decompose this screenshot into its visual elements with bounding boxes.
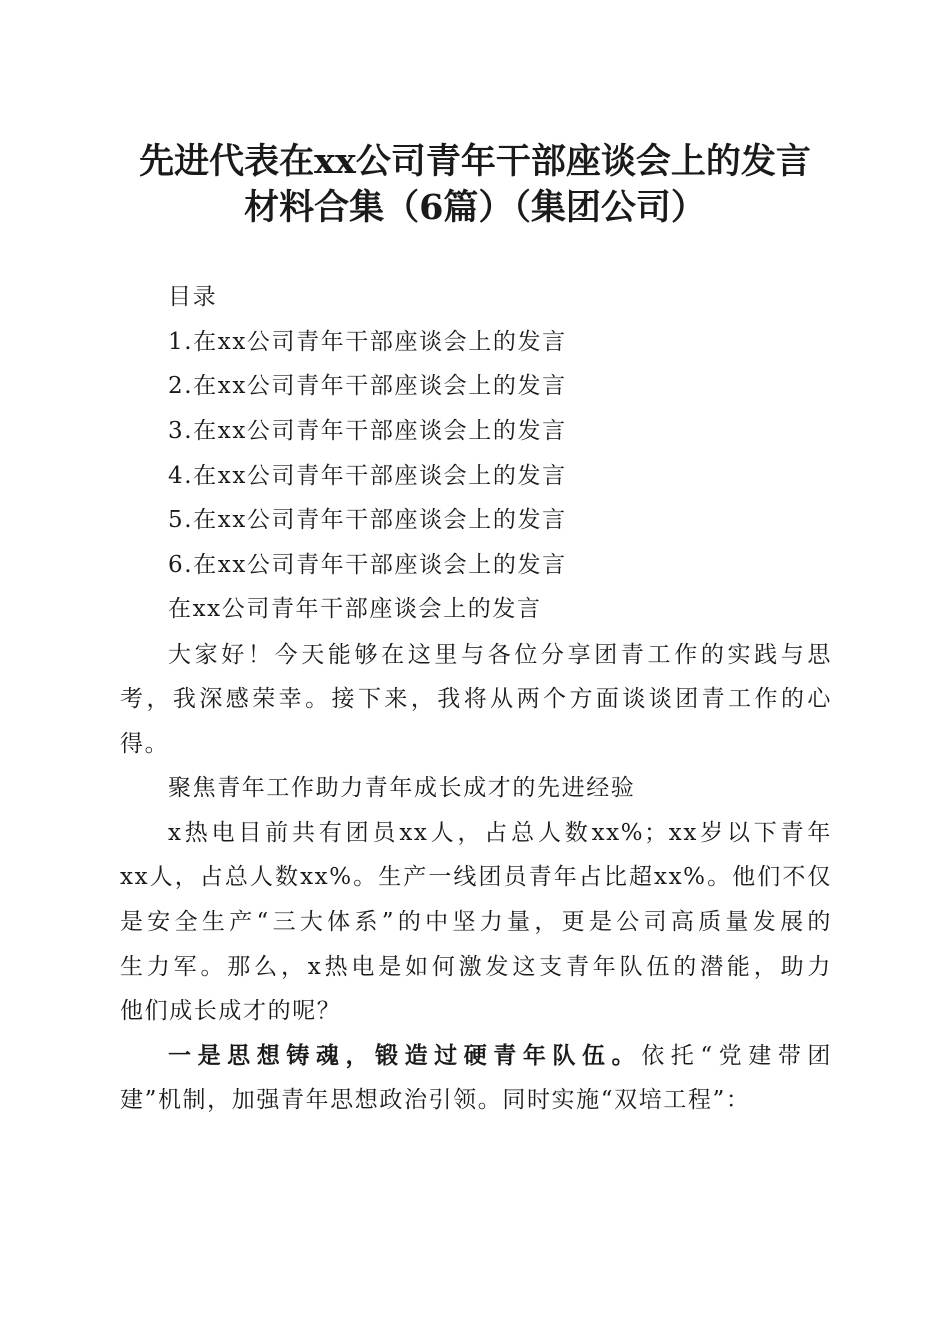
toc-item: 5.在xx公司青年干部座谈会上的发言 xyxy=(168,507,567,533)
paragraph-line: 是安全生产“三大体系”的中坚力量，更是公司高质量发展的 xyxy=(120,909,832,935)
paragraph-line: 他们成长成才的呢？ xyxy=(120,998,342,1024)
paragraph-line: 建”机制，加强青年思想政治引领。同时实施“双培工程”： xyxy=(120,1087,751,1113)
toc-item: 1.在xx公司青年干部座谈会上的发言 xyxy=(168,329,567,355)
toc-item: 6.在xx公司青年干部座谈会上的发言 xyxy=(168,552,567,578)
document-title-line2: 材料合集（6篇）（集团公司） xyxy=(244,187,706,228)
paragraph-line-mixed xyxy=(168,1041,832,1071)
toc-item: 4.在xx公司青年干部座谈会上的发言 xyxy=(168,463,567,489)
toc-heading: 目录 xyxy=(168,284,218,310)
paragraph-text: 依托“党建带团 xyxy=(641,1043,832,1069)
toc-item: 2.在xx公司青年干部座谈会上的发言 xyxy=(168,373,567,399)
section-title: 在xx公司青年干部座谈会上的发言 xyxy=(168,596,542,622)
bold-lead: 一是思想铸魂，锻造过硬青年队伍。 xyxy=(168,1042,642,1069)
subheading: 聚焦青年工作助力青年成长成才的先进经验 xyxy=(168,775,636,801)
paragraph-line: x热电目前共有团员xx人，占总人数xx%；xx岁以下青年 xyxy=(168,820,832,846)
paragraph-line: xx人，占总人数xx%。生产一线团员青年占比超xx%。他们不仅 xyxy=(120,864,832,890)
paragraph-line: 生力军。那么，x热电是如何激发这支青年队伍的潜能，助力 xyxy=(120,954,832,980)
paragraph-line: 考，我深感荣幸。接下来，我将从两个方面谈谈团青工作的心 xyxy=(120,686,832,712)
paragraph-line: 得。 xyxy=(120,731,170,757)
toc-item: 3.在xx公司青年干部座谈会上的发言 xyxy=(168,418,567,444)
document-title-line1: 先进代表在xx公司青年干部座谈会上的发言 xyxy=(139,141,811,182)
paragraph-line: 大家好！今天能够在这里与各位分享团青工作的实践与思 xyxy=(168,642,832,668)
